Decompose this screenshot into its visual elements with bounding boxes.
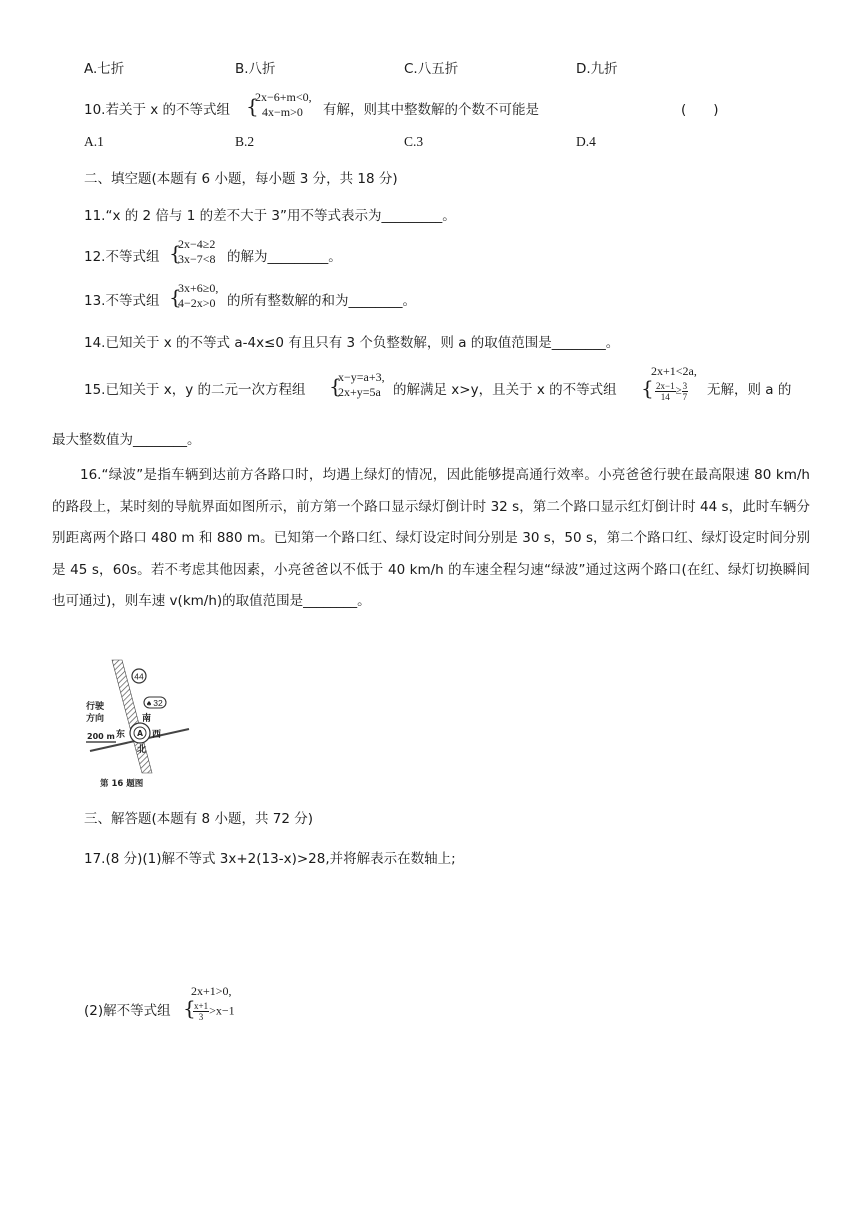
scale-label: 200 m [87, 732, 115, 741]
figure-caption: 第 16 题图 [100, 779, 144, 789]
q10-option-a: A.1 [84, 134, 104, 149]
q15-inequality-system: { 2x+1<2a, $\frac{2x-1}{14}$ ≥ $\frac{3}{7}$ [641, 364, 697, 402]
q17-2-frac-num: x+1 [194, 1001, 209, 1011]
q15-eq2: 2x+y=5a [338, 385, 381, 399]
direction-label-1: 行驶 [86, 702, 105, 712]
q15-frac2-den: 7 [682, 392, 688, 402]
q12-prefix: 12.不等式组 [84, 249, 160, 265]
q12-line2: 3x−7<8 [178, 252, 216, 266]
question-16 [52, 460, 810, 618]
q15-frac2-num: 3 [682, 381, 688, 391]
q13-line1: 3x+6≥0, [178, 281, 219, 295]
light1-value: 32 [153, 698, 163, 708]
q13-line2: 4−2x>0 [178, 296, 216, 310]
question-14: 14.已知关于 x 的不等式 a-4x≤0 有且只有 3 个负整数解，则 a 的取值范围是________。 [84, 335, 620, 351]
compass-west: 西 [152, 730, 162, 740]
section-3-title: 三、解答题(本题有 8 小题，共 72 分) [84, 811, 313, 827]
q9-option-b: B.八折 [235, 61, 276, 77]
q15-prefix: 15.已知关于 x，y 的二元一次方程组 [84, 382, 306, 398]
q13-prefix: 13.不等式组 [84, 293, 160, 309]
q10-option-b: B.2 [235, 134, 255, 149]
q17-2-rest: >x−1 [209, 1003, 235, 1018]
q17-2-frac-den: 3 [198, 1012, 204, 1022]
q17-2-line2 [193, 1001, 235, 1022]
q10-option-d: D.4 [576, 134, 596, 149]
q9-option-d: D.九折 [576, 61, 618, 77]
q15-frac1-num: 2x−1 [656, 381, 675, 391]
navigation-map [84, 655, 194, 795]
svg-text:♠: ♠ [145, 700, 153, 708]
q17-2-system: { 2x+1>0, $\frac{x+1}{3}$ >x−1 [183, 984, 235, 1022]
q15-ineq2 [655, 381, 688, 402]
question-17-part-1: 17.(8 分)(1)解不等式 3x+2(13-x)>28,并将解表示在数轴上; [84, 851, 456, 867]
q15-rel: ≥ [675, 384, 682, 397]
q9-option-c: C.八五折 [404, 61, 459, 77]
q10-line1: 2x−6+m<0, [255, 90, 312, 104]
q12-suffix: 的解为_________。 [227, 249, 342, 265]
q16-figure [84, 655, 194, 795]
direction-label-2: 方向 [86, 714, 105, 724]
q10-prefix: 10.若关于 x 的不等式组 [84, 102, 231, 118]
q10-line2: 4x−m>0 [262, 105, 303, 119]
q15-suffix: 无解，则 a 的 [707, 382, 792, 398]
car-marker-icon [130, 723, 150, 743]
section-2-title: 二、填空题(本题有 6 小题，每小题 3 分，共 18 分) [84, 171, 398, 187]
q15-eq1: x−y=a+3, [338, 370, 385, 384]
compass-north: 北 [137, 745, 147, 755]
question-11: 11.“x 的 2 倍与 1 的差不大于 3”用不等式表示为_________。 [84, 208, 456, 224]
q15-ineq1: 2x+1<2a, [651, 364, 697, 378]
q10-answer-paren: ( ) [681, 102, 719, 118]
q15-middle: 的解满足 x>y，且关于 x 的不等式组 [393, 382, 617, 398]
q15-frac1-den: 14 [660, 392, 670, 402]
q10-suffix: 有解，则其中整数解的个数不可能是 [323, 102, 539, 118]
q16-text: 16.“绿波”是指车辆到达前方各路口时，均遇上绿灯的情况，因此能够提高通行效率。小亮爸爸行驶在最高限速 80 km/h 的路段上，某时刻的导航界面如图所示，前方第一个路口显示绿灯倒计时 32 s，第二个路口显示红灯倒计时 44 s，此时车辆分别距离两个路口 480 m 和 880 m。已知第一个路口红、绿灯设定时间分别是 30 s，50 s，第二个路口红、绿灯设定时间分别是 45 s，60s。若不考虑其他因素，小亮爸爸以不低于 40 km/h 的车速全程匀速“绿波”通过这两个路口(在红、绿灯切换瞬间也可通过)，则车速 v(km/h)的取值范围是________。 [52, 467, 810, 609]
q17-2-line1: 2x+1>0, [191, 984, 232, 998]
car-label: A [137, 729, 143, 738]
compass-east: 东 [116, 730, 126, 740]
q15-line2: 最大整数值为________。 [52, 432, 201, 448]
q10-option-c: C.3 [404, 134, 424, 149]
q9-option-a: A.七折 [84, 61, 125, 77]
traffic-light-32-icon [144, 697, 166, 708]
traffic-light-44-icon [132, 669, 146, 683]
q13-suffix: 的所有整数解的和为________。 [227, 293, 416, 309]
compass-south: 南 [142, 714, 152, 724]
q17-2-prefix: (2)解不等式组 [84, 1003, 171, 1019]
light2-value: 44 [134, 671, 144, 682]
q12-line1: 2x−4≥2 [178, 237, 216, 251]
